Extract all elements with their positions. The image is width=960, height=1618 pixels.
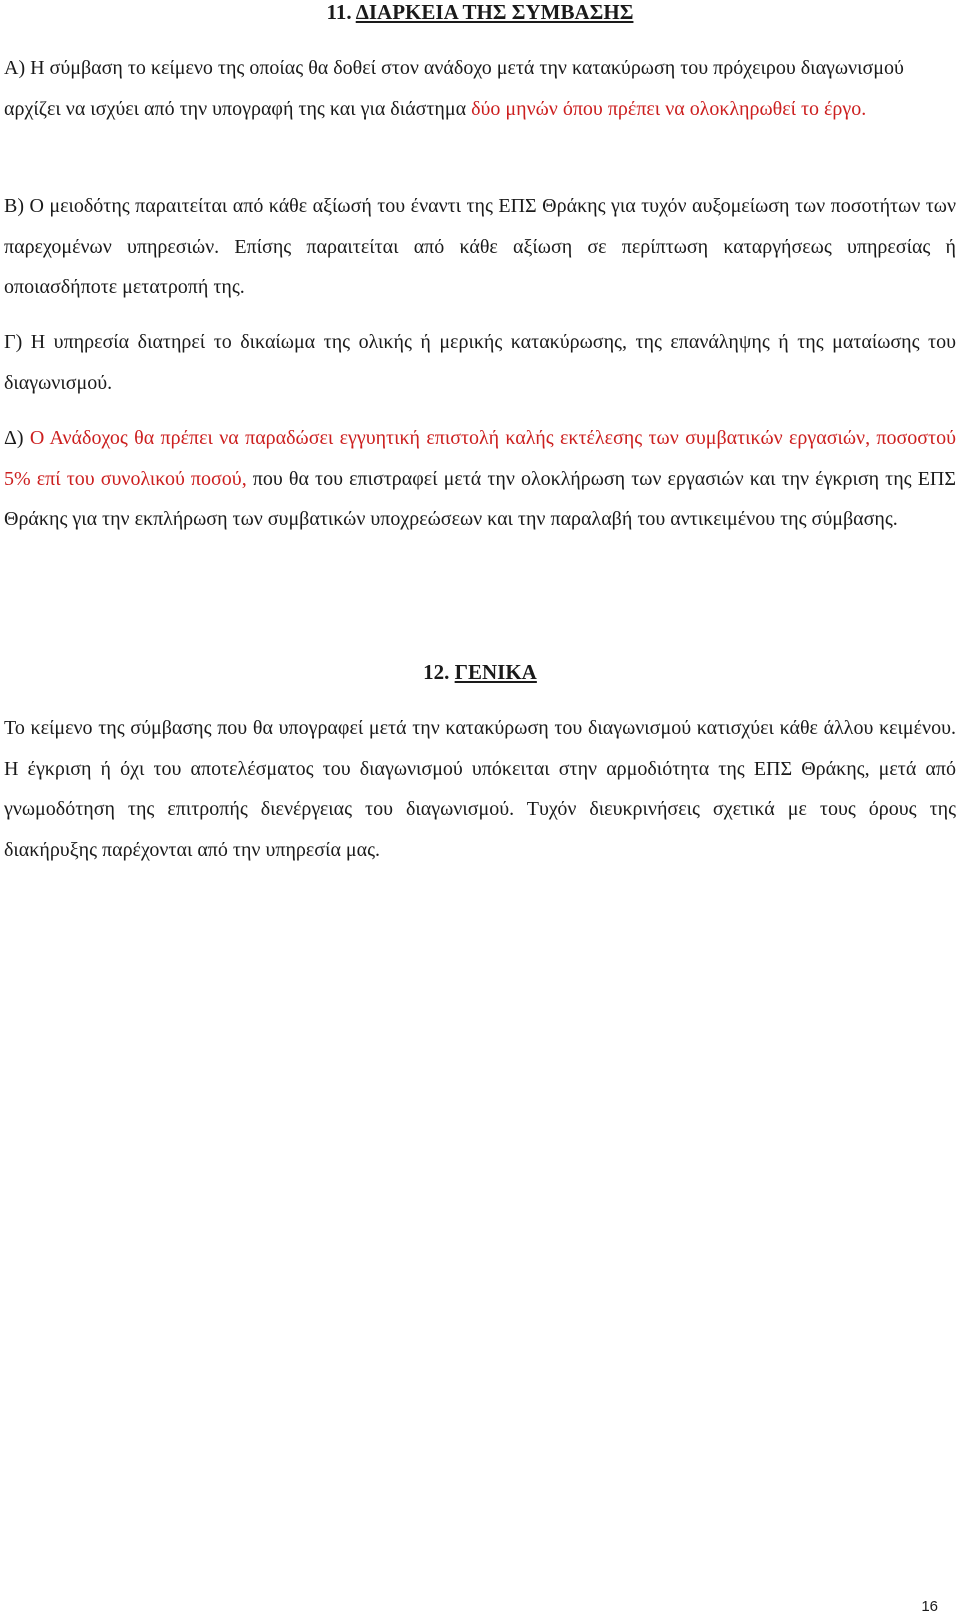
paragraph-a-highlight: δύο μηνών όπου πρέπει να ολοκληρωθεί το έργο. [471, 97, 867, 120]
paragraph-a [4, 48, 956, 129]
section-12-title: ΓΕΝΙΚΑ [454, 660, 537, 684]
section-11-number: 11. [326, 0, 352, 24]
paragraph-d-text: που θα του επιστραφεί μετά την ολοκλήρωση των εργασιών και την έγκριση της ΕΠΣ Θράκης για την εκπλήρωση των συμβατικών υποχρεώσεων και την παραλαβή του αντικειμένου της σύμβασης. [4, 467, 956, 530]
section-11-heading [4, 0, 956, 24]
paragraph-d-prefix: Δ) [4, 427, 30, 449]
paragraph-general: Το κείμενο της σύμβασης που θα υπογραφεί μετά την κατακύρωση του διαγωνισμού κατισχύει κάθε άλλου κειμένου. Η έγκριση ή όχι του αποτελέσματος του διαγωνισμού υπόκειται στην αρμοδιότητα της ΕΠΣ Θράκης, μετά από γνωμοδότηση της επιτροπής διενέργειας του διαγωνισμού. Τυχόν διευκρινήσεις σχετικά με τους όρους της διακήρυξης παρέχονται από την υπηρεσία μας. [4, 717, 956, 861]
page-number: 16 [921, 1598, 938, 1615]
section-12-number: 12. [423, 660, 450, 684]
paragraph-d-highlight: Ο Ανάδοχος θα πρέπει να παραδώσει εγγυητική επιστολή καλής εκτέλεσης των συμβατικών εργασιών, ποσοστού 5% επί του συνολικού ποσού, [4, 427, 957, 490]
paragraph-c: Γ) Η υπηρεσία διατηρεί το δικαίωμα της ολικής ή μερικής κατακύρωσης, της επανάληψης ή της ματαίωσης του διαγωνισμού. [4, 331, 956, 394]
paragraph-d [4, 418, 956, 540]
paragraph-b: Β) Ο μειοδότης παραιτείται από κάθε αξίωσή του έναντι της ΕΠΣ Θράκης για τυχόν αυξομείωση των ποσοτήτων των παρεχομένων υπηρεσιών. Επίσης παραιτείται από κάθε αξίωση σε περίπτωση καταργήσεως υπηρεσίας ή οποιασδήποτε μετατροπή της. [4, 195, 956, 298]
section-11-title: ΔΙΑΡΚΕΙΑ ΤΗΣ ΣΥΜΒΑΣΗΣ [355, 0, 634, 24]
section-12-heading [4, 660, 956, 684]
paragraph-a-text: Α) Η σύμβαση το κείμενο της οποίας θα δοθεί στον ανάδοχο μετά την κατακύρωση του πρόχειρου διαγωνισμού αρχίζει να ισχύει από την υπογραφή της και για διάστημα [4, 57, 904, 120]
